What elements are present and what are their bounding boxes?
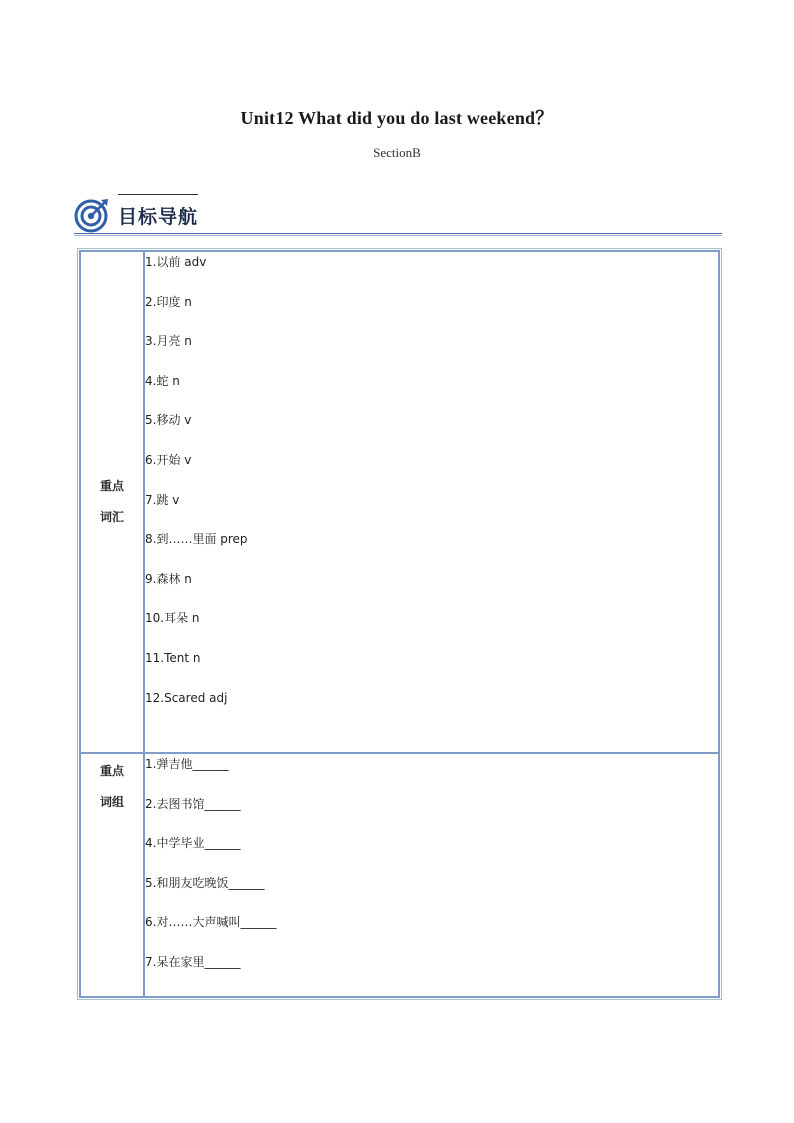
objectives-table <box>79 250 720 998</box>
phrase-item: 6.对……大声喊叫______ <box>145 915 277 930</box>
vocab-side-label <box>80 251 144 753</box>
table-row-vocab <box>80 251 719 753</box>
vocab-item: 6.开始 v <box>145 452 192 467</box>
vocab-side-line1: 重点 <box>99 479 124 493</box>
vocab-item: 9.森林 n <box>145 571 192 586</box>
page-subtitle: SectionB <box>373 145 421 160</box>
vocab-item: 7.跳 v <box>145 492 180 507</box>
phrase-item: 1.弹吉他______ <box>145 757 229 771</box>
phrases-side-line1: 重点 <box>99 764 124 778</box>
vocab-item: 2.印度 n <box>145 294 192 309</box>
section-divider <box>74 233 722 234</box>
vocab-item: 4.蛇 n <box>145 373 180 388</box>
phrase-item: 5.和朋友吃晚饭______ <box>145 875 265 890</box>
vocab-item: 5.移动 v <box>145 413 192 428</box>
section-divider-light <box>74 235 722 236</box>
vocab-item: 12.Scared adj <box>145 690 228 705</box>
phrase-item: 2.去图书馆______ <box>145 796 241 811</box>
vocab-item: 1.以前 adv <box>145 255 207 269</box>
vocab-side-line2: 词汇 <box>99 510 124 524</box>
phrases-side-label <box>80 753 144 997</box>
phrase-item: 4.中学毕业______ <box>145 836 241 851</box>
phrases-list <box>144 753 719 997</box>
section-top-rule <box>118 194 198 195</box>
vocab-list <box>144 251 719 753</box>
section-label: 目标导航 <box>118 206 199 228</box>
vocab-item: 8.到……里面 prep <box>145 532 248 547</box>
target-icon <box>74 197 110 233</box>
page-title: Unit12 What did you do last weekend？ <box>240 108 554 128</box>
vocab-item: 3.月亮 n <box>145 334 192 349</box>
vocab-item: 11.Tent n <box>145 650 201 665</box>
phrase-item: 7.呆在家里______ <box>145 954 241 969</box>
vocab-item: 10.耳朵 n <box>145 611 200 626</box>
table-row-phrases <box>80 753 719 997</box>
section-header <box>74 194 722 238</box>
phrases-side-line2: 词组 <box>99 795 124 809</box>
